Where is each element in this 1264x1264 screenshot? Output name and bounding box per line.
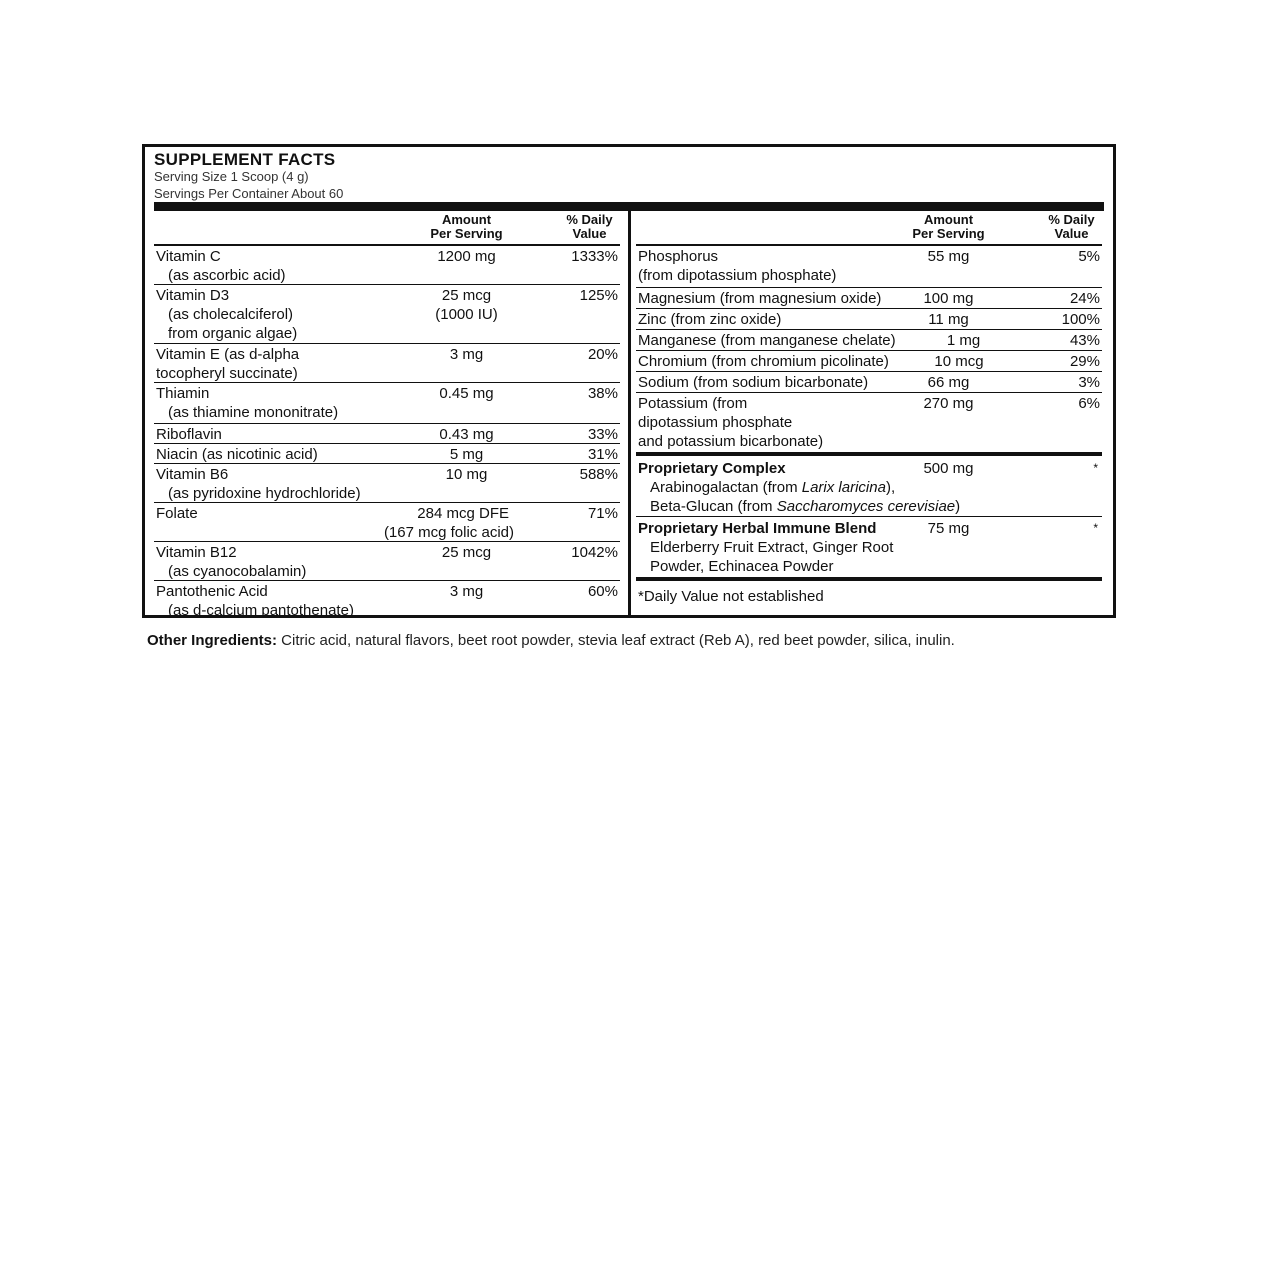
nutrient-row-manganese — [636, 330, 1102, 351]
nutrient-dv: 38% — [587, 385, 618, 402]
nutrient-name: Chromium (from chromium picolinate) — [638, 353, 889, 370]
proprietary-complex-row — [636, 456, 1102, 517]
supplement-facts-panel — [142, 144, 1116, 618]
nutrient-name: Folate — [156, 505, 198, 522]
nutrient-row-pantothenic-acid — [154, 581, 620, 619]
nutrient-name: Magnesium (from magnesium oxide) — [638, 290, 882, 307]
amount-header-line2: Per Serving — [430, 226, 503, 241]
nutrient-dv: 1333% — [571, 248, 618, 265]
nutrient-dv: 1042% — [571, 544, 618, 561]
dv-header-line1: % Daily — [566, 212, 613, 227]
amount-header-line1: Amount — [441, 212, 492, 227]
herbal-immune-blend-amount: 75 mg — [927, 520, 970, 537]
nutrient-amount: 25 mcg — [441, 544, 492, 561]
amount-header-line2: Per Serving — [912, 226, 985, 241]
panel-title: SUPPLEMENT FACTS — [154, 150, 336, 169]
nutrient-name: Phosphorus (from dipotassium phosphate) — [638, 248, 837, 284]
nutrient-row-niacin — [154, 444, 620, 464]
nutrient-dv: 588% — [579, 466, 618, 483]
nutrient-dv: 33% — [587, 426, 618, 443]
nutrient-amount: 3 mg — [449, 346, 484, 363]
proprietary-complex-dv: * — [1093, 461, 1098, 475]
servings-per-container: Servings Per Container About 60 — [154, 186, 344, 201]
other-ingredients-text: Citric acid, natural flavors, beet root powder, stevia leaf extract (Reb A), red beet powder, silica, inulin. — [277, 632, 955, 649]
nutrient-name: Niacin (as nicotinic acid) — [156, 446, 318, 463]
nutrient-amount: 25 mcg (1000 IU) — [435, 287, 498, 323]
nutrient-row-vitamin-b6 — [154, 464, 620, 503]
top-rule — [154, 202, 1104, 211]
nutrient-dv: 29% — [1069, 353, 1100, 370]
nutrient-name: Thiamin (as thiamine mononitrate) — [156, 385, 339, 421]
other-ingredients-label: Other Ingredients: — [147, 632, 278, 649]
nutrient-name: Vitamin C (as ascorbic acid) — [156, 248, 286, 284]
nutrient-row-sodium — [636, 372, 1102, 393]
nutrient-amount: 66 mg — [927, 374, 970, 391]
other-ingredients — [147, 632, 955, 649]
daily-value-footnote: *Daily Value not established — [638, 588, 824, 605]
nutrient-row-chromium — [636, 351, 1102, 372]
nutrient-row-vitamin-c — [154, 246, 620, 285]
nutrient-amount: 100 mg — [923, 290, 974, 307]
nutrient-row-magnesium — [636, 288, 1102, 309]
nutrient-row-thiamin — [154, 383, 620, 424]
nutrient-row-potassium — [636, 393, 1102, 456]
nutrient-name: Riboflavin — [156, 426, 222, 443]
nutrient-dv: 43% — [1069, 332, 1100, 349]
nutrient-amount: 0.45 mg — [439, 385, 494, 402]
nutrient-amount: 5 mg — [449, 446, 484, 463]
nutrient-amount: 1200 mg — [437, 248, 496, 265]
proprietary-complex-text: Proprietary Complex Arabinogalactan (from Larix laricina), Beta-Glucan (from Saccharomyces cerevisiae) — [638, 460, 961, 515]
nutrient-row-phosphorus — [636, 246, 1102, 288]
daily-value-header — [559, 213, 620, 241]
nutrient-dv: 125% — [579, 287, 618, 304]
nutrient-name: Pantothenic Acid (as d-calcium pantothenate) — [156, 583, 354, 619]
nutrient-amount: 10 mg — [445, 466, 488, 483]
amount-header — [424, 213, 509, 241]
nutrient-amount: 284 mcg DFE (167 mcg folic acid) — [383, 505, 514, 541]
dv-header-line2: Value — [1054, 226, 1089, 241]
nutrient-dv: 71% — [587, 505, 618, 522]
nutrient-amount: 55 mg — [927, 248, 970, 265]
nutrient-dv: 3% — [1078, 374, 1100, 391]
herbal-immune-blend-text: Proprietary Herbal Immune Blend Elderberry Fruit Extract, Ginger Root Powder, Echinacea Powder — [638, 520, 894, 575]
right-column-header — [636, 211, 1102, 246]
proprietary-complex-amount: 500 mg — [923, 460, 974, 477]
footnote-row — [636, 581, 1102, 611]
nutrient-name: Sodium (from sodium bicarbonate) — [638, 374, 869, 391]
left-column-header — [154, 211, 620, 246]
right-column — [636, 211, 1102, 611]
daily-value-header — [1041, 213, 1102, 241]
nutrient-name: Vitamin B12 (as cyanocobalamin) — [156, 544, 307, 580]
nutrient-dv: 5% — [1078, 248, 1100, 265]
nutrient-amount: 1 mg — [946, 332, 981, 349]
panel-header — [154, 151, 1104, 202]
nutrient-name: Vitamin B6 (as pyridoxine hydrochloride) — [156, 466, 361, 502]
herbal-immune-blend-dv: * — [1093, 521, 1098, 535]
dv-header-line2: Value — [572, 226, 607, 241]
nutrient-amount: 11 mg — [928, 311, 969, 328]
nutrient-name: Potassium (from dipotassium phosphate and potassium bicarbonate) — [638, 395, 824, 450]
nutrient-amount: 270 mg — [923, 395, 974, 412]
nutrient-row-vitamin-d3 — [154, 285, 620, 344]
nutrient-amount: 0.43 mg — [439, 426, 494, 443]
amount-header-line1: Amount — [923, 212, 974, 227]
herbal-immune-blend-row — [636, 517, 1102, 581]
nutrient-name: Zinc (from zinc oxide) — [638, 311, 782, 328]
nutrient-row-vitamin-e — [154, 344, 620, 383]
nutrient-row-folate — [154, 503, 620, 542]
nutrient-row-vitamin-b12 — [154, 542, 620, 581]
nutrient-dv: 24% — [1069, 290, 1100, 307]
left-column — [154, 211, 620, 619]
nutrient-name: Vitamin D3 (as cholecalciferol) from organic algae) — [156, 287, 298, 342]
nutrient-dv: 100% — [1061, 311, 1100, 328]
nutrient-dv: 20% — [587, 346, 618, 363]
nutrient-name: Vitamin E (as d-alpha tocopheryl succinate) — [156, 346, 300, 382]
nutrient-dv: 31% — [587, 446, 618, 463]
dv-header-line1: % Daily — [1048, 212, 1095, 227]
nutrient-amount: 10 mcg — [934, 353, 984, 370]
nutrient-name: Manganese (from manganese chelate) — [638, 332, 896, 349]
nutrient-dv: 6% — [1078, 395, 1100, 412]
nutrient-dv: 60% — [587, 583, 618, 600]
amount-header — [901, 213, 996, 241]
nutrient-row-zinc — [636, 309, 1102, 330]
nutrient-row-riboflavin — [154, 424, 620, 444]
serving-size: Serving Size 1 Scoop (4 g) — [154, 169, 309, 184]
nutrient-amount: 3 mg — [449, 583, 484, 600]
column-divider — [628, 211, 631, 615]
